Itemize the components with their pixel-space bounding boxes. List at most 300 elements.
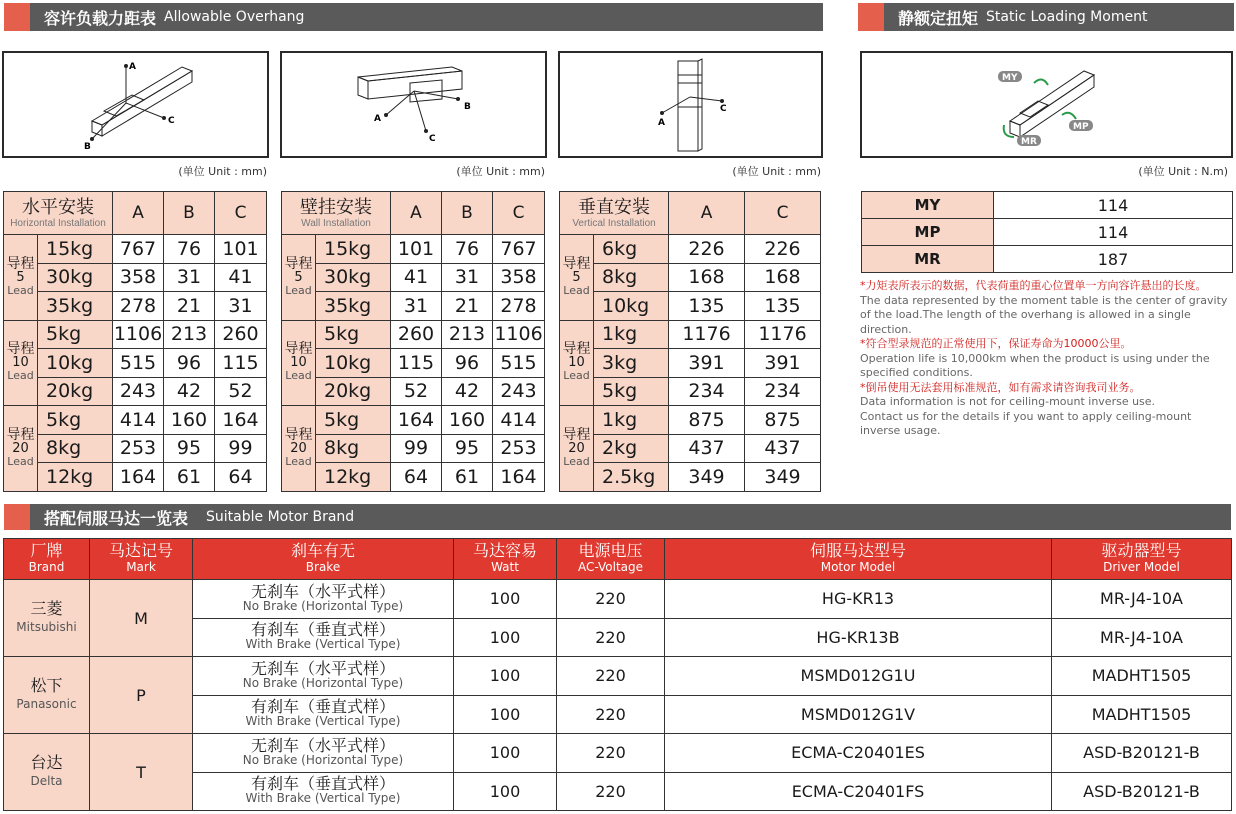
brand-name-en: Mitsubishi — [16, 620, 77, 634]
value-cell: 349 — [669, 463, 745, 492]
value-cell: 358 — [493, 263, 545, 292]
lead-label-en: Lead — [285, 369, 312, 383]
brand-name-cn: 台达 — [30, 753, 63, 772]
motor-model-cell: ECMA-C20401ES — [665, 734, 1052, 773]
voltage-cell: 220 — [557, 734, 665, 773]
lead-label-cn: 导程 — [6, 341, 35, 358]
value-cell: 76 — [442, 235, 493, 264]
value-cell: 160 — [442, 406, 493, 435]
lead-cell — [282, 320, 316, 406]
header-cn: 马达记号 — [108, 541, 173, 560]
watt-cell: 100 — [454, 657, 557, 696]
brake-en: No Brake (Horizontal Type) — [242, 752, 404, 767]
label-mp: MP — [1073, 122, 1089, 132]
value-cell: 99 — [215, 434, 267, 463]
installation-title — [4, 192, 113, 235]
column-header-b: B — [164, 192, 215, 235]
table-row — [282, 406, 545, 435]
label-mr: MR — [1021, 137, 1037, 147]
value-cell: 349 — [745, 463, 821, 492]
value-cell: 278 — [493, 292, 545, 321]
brand-name-cn: 松下 — [30, 676, 63, 695]
load-cell: 5kg — [594, 377, 669, 406]
lead-label-cn: 导程 — [284, 426, 313, 443]
header-en: Motor Model — [820, 560, 896, 574]
lead-cell — [4, 406, 38, 492]
value-cell: 414 — [113, 406, 164, 435]
brand-name-en: Delta — [30, 774, 63, 788]
lead-label-cn: 导程 — [284, 255, 313, 272]
lead-value: 20 — [12, 440, 29, 456]
value-cell: 278 — [113, 292, 164, 321]
label-c: C — [168, 116, 175, 126]
horizontal-rail-drawing — [4, 53, 267, 156]
lead-label-en: Lead — [7, 454, 34, 468]
brake-en: No Brake (Horizontal Type) — [242, 675, 404, 690]
lead-value: 20 — [290, 440, 307, 456]
voltage-cell: 220 — [557, 657, 665, 696]
driver-model-cell: MADHT1505 — [1052, 657, 1232, 696]
table-row — [282, 463, 545, 492]
value-cell: 76 — [164, 235, 215, 264]
value-cell: 31 — [215, 292, 267, 321]
header-en: AC-Voltage — [577, 560, 643, 574]
value-cell: 41 — [391, 263, 442, 292]
table-row — [560, 406, 821, 435]
value-cell: 135 — [669, 292, 745, 321]
value-cell: 213 — [164, 320, 215, 349]
value-cell: 99 — [391, 434, 442, 463]
value-cell: 767 — [493, 235, 545, 264]
load-cell: 3kg — [594, 349, 669, 378]
label-a: A — [374, 114, 381, 124]
motor-column-header — [665, 539, 1052, 580]
motor-row — [4, 657, 1232, 696]
load-cell: 5kg — [38, 406, 113, 435]
brake-en: With Brake (Vertical Type) — [245, 637, 401, 652]
lead-label-en: Lead — [563, 369, 590, 383]
lead-cell — [4, 320, 38, 406]
value-cell: 61 — [164, 463, 215, 492]
table-row — [282, 377, 545, 406]
load-cell: 5kg — [38, 320, 113, 349]
motor-column-header — [1052, 539, 1232, 580]
lead-label-cn: 导程 — [562, 341, 591, 358]
load-cell: 8kg — [316, 434, 391, 463]
lead-cell — [560, 235, 594, 321]
wall-overhang-table — [281, 191, 545, 492]
header-en: Brand — [28, 560, 65, 574]
value-cell: 243 — [493, 377, 545, 406]
installation-title-en: Vertical Installation — [572, 217, 656, 229]
table-row — [560, 292, 821, 321]
load-cell: 15kg — [38, 235, 113, 264]
brand-cell — [4, 734, 90, 811]
lead-cell — [4, 235, 38, 321]
load-cell: 10kg — [316, 349, 391, 378]
load-cell: 20kg — [38, 377, 113, 406]
lead-value: 5 — [294, 269, 303, 285]
header-row — [282, 192, 545, 235]
column-header-c: C — [493, 192, 545, 235]
moment-figure — [860, 51, 1233, 158]
brake-cell — [193, 580, 454, 619]
header-cn: 伺服马达型号 — [809, 541, 906, 560]
watt-cell: 100 — [454, 618, 557, 657]
motor-column-header — [454, 539, 557, 580]
note-line: *力矩表所表示的数据，代表荷重的重心位置单一方向容许悬出的长度。 — [860, 279, 1207, 292]
moment-rail-drawing — [862, 53, 1231, 156]
motor-header-row — [4, 539, 1232, 580]
header-row — [4, 192, 267, 235]
wall-install-figure — [280, 51, 547, 158]
value-cell: 164 — [113, 463, 164, 492]
moment-value: 114 — [994, 219, 1233, 246]
value-cell: 164 — [493, 463, 545, 492]
moment-key: MY — [862, 192, 994, 219]
load-cell: 35kg — [38, 292, 113, 321]
motor-table — [3, 538, 1232, 811]
load-cell: 1kg — [594, 320, 669, 349]
value-cell: 42 — [164, 377, 215, 406]
column-header-c: C — [215, 192, 267, 235]
motor-column-header — [557, 539, 665, 580]
value-cell: 164 — [215, 406, 267, 435]
unit-label-1: (单位 Unit : mm) — [178, 165, 267, 178]
header-cn: 刹车有无 — [290, 541, 355, 560]
driver-model-cell: ASD-B20121-B — [1052, 734, 1232, 773]
value-cell: 414 — [493, 406, 545, 435]
watt-cell: 100 — [454, 734, 557, 773]
note-line: The data represented by the moment table is the center of gravity of the load.The length of the overhang is allowed in a single direction. — [860, 293, 1228, 336]
motor-section-header — [4, 504, 1231, 530]
lead-label-en: Lead — [563, 283, 590, 297]
value-cell: 1176 — [745, 320, 821, 349]
motor-model-cell: ECMA-C20401FS — [665, 772, 1052, 811]
note-line: *倒吊使用无法套用标准规范，如有需求请咨询我司业务。 — [860, 380, 1141, 394]
value-cell: 226 — [669, 235, 745, 264]
table-row — [282, 349, 545, 378]
mark-cell: T — [90, 734, 193, 811]
value-cell: 437 — [745, 434, 821, 463]
note-line: Contact us for the details if you want to apply ceiling-mount inverse usage. — [860, 409, 1192, 437]
load-cell: 10kg — [594, 292, 669, 321]
moment-notes — [860, 279, 1234, 439]
value-cell: 64 — [391, 463, 442, 492]
brake-cn: 有刹车（垂直式样） — [250, 620, 395, 640]
installation-title — [560, 192, 669, 235]
moment-value: 187 — [994, 246, 1233, 273]
load-cell: 1kg — [594, 406, 669, 435]
value-cell: 213 — [442, 320, 493, 349]
table-row — [4, 320, 267, 349]
motor-column-header — [4, 539, 90, 580]
value-cell: 875 — [745, 406, 821, 435]
load-cell: 2.5kg — [594, 463, 669, 492]
motor-title-en: Suitable Motor Brand — [206, 509, 355, 525]
table-row — [4, 406, 267, 435]
value-cell: 135 — [745, 292, 821, 321]
value-cell: 21 — [442, 292, 493, 321]
value-cell: 234 — [745, 377, 821, 406]
header-en: Watt — [491, 560, 519, 574]
table-row — [4, 235, 267, 264]
voltage-cell: 220 — [557, 618, 665, 657]
lead-label-cn: 导程 — [6, 426, 35, 443]
value-cell: 260 — [215, 320, 267, 349]
value-cell: 42 — [442, 377, 493, 406]
column-header-a: A — [113, 192, 164, 235]
moment-row — [862, 192, 1233, 219]
label-a: A — [658, 118, 665, 128]
column-header-c: C — [745, 192, 821, 235]
moment-title-cn: 静额定扭矩 — [898, 8, 979, 28]
header-en: Driver Model — [1103, 560, 1180, 574]
brake-en: With Brake (Vertical Type) — [245, 714, 401, 729]
horizontal-install-figure — [2, 51, 269, 158]
lead-label-en: Lead — [7, 283, 34, 297]
table-row — [560, 349, 821, 378]
table-row — [560, 377, 821, 406]
value-cell: 101 — [391, 235, 442, 264]
installation-title-cn: 壁挂安装 — [300, 196, 372, 218]
header-accent — [4, 3, 30, 31]
installation-title-cn: 垂直安装 — [578, 196, 650, 218]
brand-name-cn: 三菱 — [30, 599, 63, 618]
value-cell: 31 — [164, 263, 215, 292]
lead-label-en: Lead — [285, 454, 312, 468]
moment-row — [862, 219, 1233, 246]
brake-cn: 有刹车（垂直式样） — [250, 774, 395, 794]
value-cell: 515 — [113, 349, 164, 378]
header-cn: 驱动器型号 — [1101, 541, 1182, 560]
brand-cell — [4, 580, 90, 657]
brake-cn: 无刹车（水平式样） — [250, 581, 395, 601]
unit-label-nm: (单位 Unit : N.m) — [1138, 165, 1228, 178]
load-cell: 15kg — [316, 235, 391, 264]
header-cn: 电源电压 — [578, 541, 643, 560]
brake-cell — [193, 618, 454, 657]
value-cell: 101 — [215, 235, 267, 264]
value-cell: 160 — [164, 406, 215, 435]
value-cell: 253 — [493, 434, 545, 463]
driver-model-cell: ASD-B20121-B — [1052, 772, 1232, 811]
header-accent — [4, 504, 30, 530]
header-row — [560, 192, 821, 235]
value-cell: 515 — [493, 349, 545, 378]
motor-model-cell: MSMD012G1V — [665, 695, 1052, 734]
label-my: MY — [1002, 73, 1018, 83]
load-cell: 5kg — [316, 406, 391, 435]
value-cell: 168 — [669, 263, 745, 292]
lead-label-cn: 导程 — [284, 341, 313, 358]
value-cell: 21 — [164, 292, 215, 321]
value-cell: 64 — [215, 463, 267, 492]
motor-column-header — [90, 539, 193, 580]
watt-cell: 100 — [454, 695, 557, 734]
table-row — [560, 235, 821, 264]
unit-label-2: (单位 Unit : mm) — [456, 165, 545, 178]
value-cell: 391 — [745, 349, 821, 378]
driver-model-cell: MR-J4-10A — [1052, 580, 1232, 619]
table-row — [282, 263, 545, 292]
installation-title-cn: 水平安装 — [22, 196, 94, 218]
load-cell: 6kg — [594, 235, 669, 264]
lead-label-en: Lead — [563, 454, 590, 468]
moment-table — [861, 191, 1233, 273]
moment-title-en: Static Loading Moment — [986, 9, 1148, 25]
note-line: Data information is not for ceiling-mount inverse use. — [860, 395, 1156, 408]
lead-label-en: Lead — [285, 283, 312, 297]
table-row — [282, 235, 545, 264]
lead-cell — [560, 406, 594, 492]
column-header-b: B — [442, 192, 493, 235]
voltage-cell: 220 — [557, 772, 665, 811]
load-cell: 12kg — [316, 463, 391, 492]
value-cell: 31 — [391, 292, 442, 321]
table-row — [4, 377, 267, 406]
brake-cell — [193, 695, 454, 734]
value-cell: 1176 — [669, 320, 745, 349]
value-cell: 391 — [669, 349, 745, 378]
table-row — [560, 320, 821, 349]
value-cell: 95 — [164, 434, 215, 463]
value-cell: 31 — [442, 263, 493, 292]
table-row — [282, 320, 545, 349]
brake-cell — [193, 772, 454, 811]
label-b: B — [84, 142, 91, 152]
header-en: Mark — [126, 560, 156, 574]
wall-rail-drawing — [282, 53, 545, 156]
brake-en: No Brake (Horizontal Type) — [242, 598, 404, 613]
value-cell: 875 — [669, 406, 745, 435]
value-cell: 437 — [669, 434, 745, 463]
value-cell: 234 — [669, 377, 745, 406]
load-cell: 20kg — [316, 377, 391, 406]
value-cell: 41 — [215, 263, 267, 292]
brake-cn: 无刹车（水平式样） — [250, 658, 395, 678]
value-cell: 168 — [745, 263, 821, 292]
installation-title-en: Horizontal Installation — [10, 217, 106, 229]
load-cell: 8kg — [594, 263, 669, 292]
brand-name-en: Panasonic — [16, 697, 77, 711]
label-c: C — [720, 104, 727, 114]
value-cell: 115 — [215, 349, 267, 378]
load-cell: 35kg — [316, 292, 391, 321]
voltage-cell: 220 — [557, 695, 665, 734]
note-line: Operation life is 10,000km when the product is using under the specified conditions. — [860, 351, 1210, 379]
moment-value: 114 — [994, 192, 1233, 219]
moment-key: MR — [862, 246, 994, 273]
motor-model-cell: HG-KR13 — [665, 580, 1052, 619]
brake-cell — [193, 657, 454, 696]
motor-row — [4, 734, 1232, 773]
mark-cell: P — [90, 657, 193, 734]
brake-en: With Brake (Vertical Type) — [245, 791, 401, 806]
column-header-a: A — [391, 192, 442, 235]
motor-model-cell: HG-KR13B — [665, 618, 1052, 657]
value-cell: 52 — [391, 377, 442, 406]
brake-cell — [193, 734, 454, 773]
value-cell: 164 — [391, 406, 442, 435]
value-cell: 95 — [442, 434, 493, 463]
table-row — [4, 463, 267, 492]
lead-cell — [560, 320, 594, 406]
overhang-title-en: Allowable Overhang — [164, 9, 305, 25]
header-cn: 马达容易 — [472, 541, 537, 560]
value-cell: 260 — [391, 320, 442, 349]
table-row — [560, 263, 821, 292]
lead-label-cn: 导程 — [562, 255, 591, 272]
lead-value: 10 — [290, 355, 307, 371]
load-cell: 12kg — [38, 463, 113, 492]
brake-cn: 无刹车（水平式样） — [250, 735, 395, 755]
overhang-title-cn: 容许负载力距表 — [44, 8, 157, 28]
load-cell: 30kg — [38, 263, 113, 292]
vertical-rail-drawing — [560, 53, 821, 156]
header-accent — [858, 3, 884, 31]
lead-label-cn: 导程 — [562, 426, 591, 443]
driver-model-cell: MR-J4-10A — [1052, 618, 1232, 657]
lead-cell — [282, 235, 316, 321]
value-cell: 358 — [113, 263, 164, 292]
lead-value: 10 — [568, 355, 585, 371]
value-cell: 61 — [442, 463, 493, 492]
value-cell: 115 — [391, 349, 442, 378]
overhang-section-header — [4, 3, 823, 31]
table-row — [4, 349, 267, 378]
lead-value: 5 — [16, 269, 25, 285]
moment-key: MP — [862, 219, 994, 246]
lead-value: 10 — [12, 355, 29, 371]
label-b: B — [464, 102, 471, 112]
motor-column-header — [193, 539, 454, 580]
load-cell: 30kg — [316, 263, 391, 292]
lead-cell — [282, 406, 316, 492]
moment-row — [862, 246, 1233, 273]
value-cell: 96 — [164, 349, 215, 378]
value-cell: 253 — [113, 434, 164, 463]
value-cell: 1106 — [493, 320, 545, 349]
driver-model-cell: MADHT1505 — [1052, 695, 1232, 734]
lead-value: 20 — [568, 440, 585, 456]
note-line: *符合型录规范的正常使用下，保证寿命为10000公里。 — [860, 337, 1132, 350]
vertical-overhang-table — [559, 191, 821, 492]
brand-cell — [4, 657, 90, 734]
table-row — [4, 434, 267, 463]
load-cell: 2kg — [594, 434, 669, 463]
brake-cn: 有刹车（垂直式样） — [250, 697, 395, 717]
table-row — [4, 292, 267, 321]
value-cell: 96 — [442, 349, 493, 378]
load-cell: 5kg — [316, 320, 391, 349]
voltage-cell: 220 — [557, 580, 665, 619]
lead-label-en: Lead — [7, 369, 34, 383]
table-row — [560, 434, 821, 463]
value-cell: 226 — [745, 235, 821, 264]
value-cell: 767 — [113, 235, 164, 264]
vertical-install-figure — [558, 51, 823, 158]
motor-row — [4, 580, 1232, 619]
table-row — [282, 434, 545, 463]
horizontal-overhang-table — [3, 191, 267, 492]
watt-cell: 100 — [454, 580, 557, 619]
load-cell: 10kg — [38, 349, 113, 378]
label-c: C — [429, 134, 436, 144]
table-row — [282, 292, 545, 321]
lead-value: 5 — [572, 269, 581, 285]
lead-label-cn: 导程 — [6, 255, 35, 272]
